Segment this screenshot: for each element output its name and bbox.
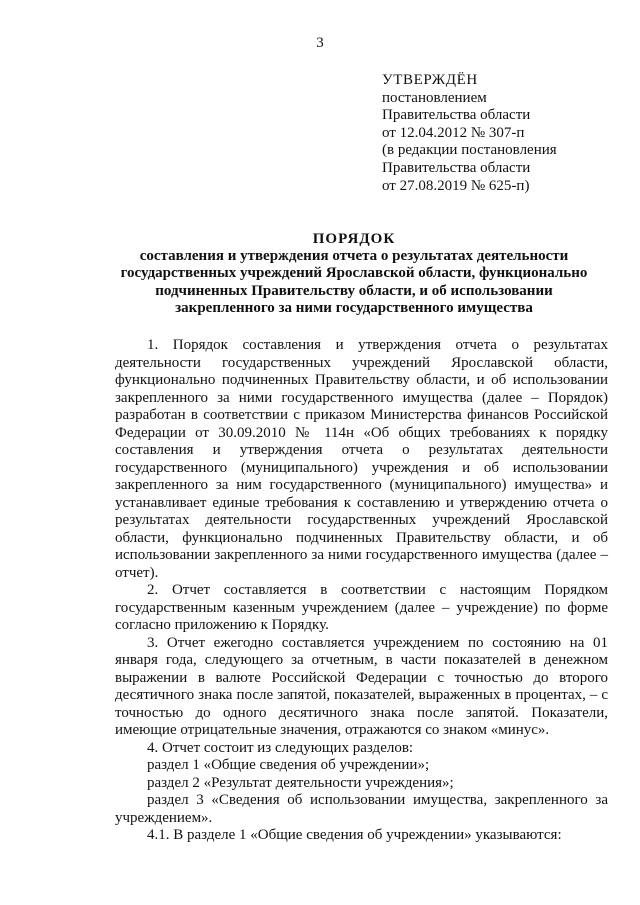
approval-line: Правительства области <box>382 159 531 176</box>
section-item-2: раздел 2 «Результат деятельности учреждения»; <box>147 774 454 791</box>
approval-line: от 12.04.2012 № 307-п <box>382 124 525 141</box>
paragraph-3: 3. Отчет ежегодно составляется учреждением по состоянию на 01 января года, следующего за отчетным, в части показателей в денежном выражении в валюте Российской Федерации с точностью до второго десятичного знака после запятой, показателей, выраженных в процентах, – с точностью до одного десятичного знака после запятой. Показатели, имеющие отрицательные значения, отражаются со знаком «минус». <box>115 634 608 738</box>
paragraph-1: 1. Порядок составления и утверждения отчета о результатах деятельности государственных учреждений Ярославской области, функционально подчиненных Правительству области, и об использовании закрепленного за ними государственного имущества (далее – Порядок) разработан в соответствии с приказом Министерства финансов Российской Федерации от 30.09.2010 № 114н «Об общих требованиях к порядку составления и утверждения отчета о результатах деятельности государственного (муниципального) учреждения и об использовании закрепленного за ним государственного (муниципального) имущества» и устанавливает единые требования к составлению и утверждению отчета о результатах деятельности государственных учреждений Ярославской области, функционально подчиненных Правительству области, и об использовании закрепленного за ними государственного имущества (далее – отчет). <box>115 337 608 581</box>
paragraph-2: 2. Отчет составляется в соответствии с настоящим Порядком государственным казенным учреждением (далее – учреждение) по форме согласно приложению к Порядку. <box>115 582 608 633</box>
title-line: закрепленного за ними государственного имущества <box>175 299 533 316</box>
document-body <box>115 337 608 845</box>
approval-line: от 27.08.2019 № 625-п) <box>382 177 530 194</box>
title-line: подчиненных Правительству области, и об использовании <box>155 282 553 299</box>
approval-line: постановлением <box>382 89 487 106</box>
section-item-1: раздел 1 «Общие сведения об учреждении»; <box>147 757 430 773</box>
approval-line: (в редакции постановления <box>382 142 557 159</box>
section-item-3: раздел 3 «Сведения об использовании имущества, закрепленного за учреждением». <box>115 792 608 826</box>
approval-line: Правительства области <box>382 107 531 124</box>
title-main: ПОРЯДОК <box>312 231 396 247</box>
page-number: 3 <box>316 35 324 51</box>
document-title <box>80 231 628 317</box>
paragraph-4-1: 4.1. В разделе 1 «Общие сведения об учреждении» указываются: <box>147 827 562 843</box>
paragraph-4: 4. Отчет состоит из следующих разделов: <box>147 739 414 756</box>
approval-heading: УТВЕРЖДЁН <box>382 72 478 88</box>
title-line: составления и утверждения отчета о результатах деятельности <box>139 248 569 265</box>
title-line: государственных учреждений Ярославской области, функционально <box>120 265 588 282</box>
approval-stamp <box>382 72 632 195</box>
